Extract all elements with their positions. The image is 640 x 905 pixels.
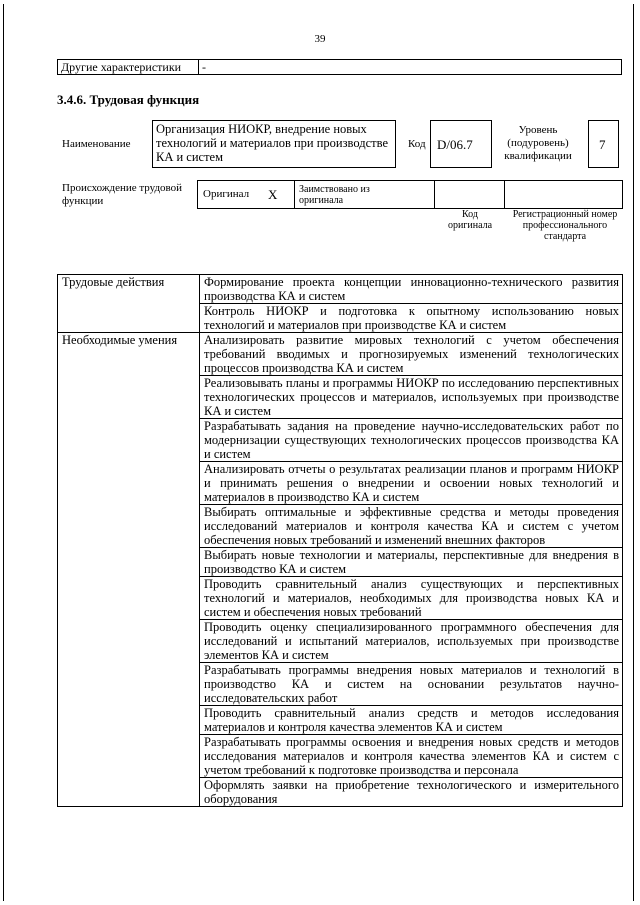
page-number: 39: [314, 33, 326, 45]
original-label: Оригинал: [203, 188, 250, 200]
reg-caption: Регистрационный номер профессионального стандарта: [512, 209, 618, 242]
borrowed-label: Заимствовано из оригинала: [299, 184, 370, 206]
origin-label: Происхождение трудовой функции: [62, 182, 183, 207]
skill-row: [58, 333, 623, 376]
labor-action-row-text: Формирование проекта концепции инновационно-технического развития производства КА и систем: [200, 275, 623, 304]
original-box: [197, 180, 295, 209]
skill-row-text: Проводить сравнительный анализ средств и методов исследования материалов и контроля качества элементов КА и систем: [200, 706, 623, 735]
skill-row-text: Разрабатывать программы освоения и внедрения новых средств и методов исследования материалов и контроля качества элементов КА и систем с учетом требований к подготовке производства и персонала: [200, 735, 623, 778]
other-characteristics-row: [57, 59, 622, 75]
other-characteristics-label: Другие характеристики: [57, 60, 199, 74]
labor-actions-label: Трудовые действия: [58, 275, 200, 333]
level-value: 7: [599, 137, 606, 152]
row-border: [621, 60, 622, 74]
origin-code-cell: [434, 180, 505, 209]
labor-function-table: [57, 274, 623, 807]
code-value-box: [430, 120, 492, 168]
code-value: D/06.7: [437, 137, 473, 152]
skill-row-text: Выбирать новые технологии и материалы, перспективные для внедрения в производство КА и систем: [200, 548, 623, 577]
name-value-box: [152, 120, 396, 168]
skill-row-text: Оформлять заявки на приобретение технологического и измерительного оборудования: [200, 778, 623, 807]
name-value: Организация НИОКР, внедрение новых технологий и материалов при производстве КА и систем: [156, 122, 389, 164]
skill-row-text: Разрабатывать программы внедрения новых материалов и технологий в производство КА и систем на основании результатов научно-исследовательских работ: [200, 663, 623, 706]
labor-action-row: [58, 275, 623, 304]
labor-action-row-text: Контроль НИОКР и подготовка к опытному использованию новых технологий и материалов при производстве КА и систем: [200, 304, 623, 333]
skill-row-text: Реализовывать планы и программы НИОКР по исследованию перспективных технологических процессов и материалов, используемых при производстве КА и систем: [200, 376, 623, 419]
level-value-box: [588, 120, 619, 168]
skill-row-text: Проводить сравнительный анализ существующих и перспективных технологий и материалов, необходимых для производства новых КА и систем и обеспечения новых требований: [200, 577, 623, 620]
skill-row-text: Анализировать отчеты о результатах реализации планов и программ НИОКР и принимать решения о внедрении и освоении новых технологий и материалов в производство КА и систем: [200, 462, 623, 505]
section-heading: 3.4.6. Трудовая функция: [57, 92, 200, 107]
level-label: Уровень (подуровень) квалификации: [504, 124, 572, 162]
code-label: Код: [408, 138, 426, 150]
borrowed-box: [294, 180, 435, 209]
skills-label: Необходимые умения: [58, 333, 200, 807]
skill-row-text: Анализировать развитие мировых технологий с учетом обеспечения требований вводимых и прогнозируемых изменений технологических процессов производства КА и систем: [200, 333, 623, 376]
name-label: Наименование: [62, 138, 131, 150]
skill-row-text: Выбирать оптимальные и эффективные средства и методы проведения исследований материалов и контроля качества КА и систем с учетом обеспечения новых требований и изменений внешних факторов: [200, 505, 623, 548]
table-body: [58, 275, 623, 807]
reg-number-cell: [504, 180, 623, 209]
skill-row-text: Разрабатывать задания на проведение научно-исследовательских работ по модернизации существующих технологических процессов производства КА и систем: [200, 419, 623, 462]
other-characteristics-value: -: [202, 60, 206, 74]
code-caption: Код оригинала: [447, 209, 493, 231]
original-mark: X: [268, 187, 278, 202]
skill-row-text: Проводить оценку специализированного программного обеспечения для исследований и испытаний материалов, используемых при производстве элементов КА и систем: [200, 620, 623, 663]
